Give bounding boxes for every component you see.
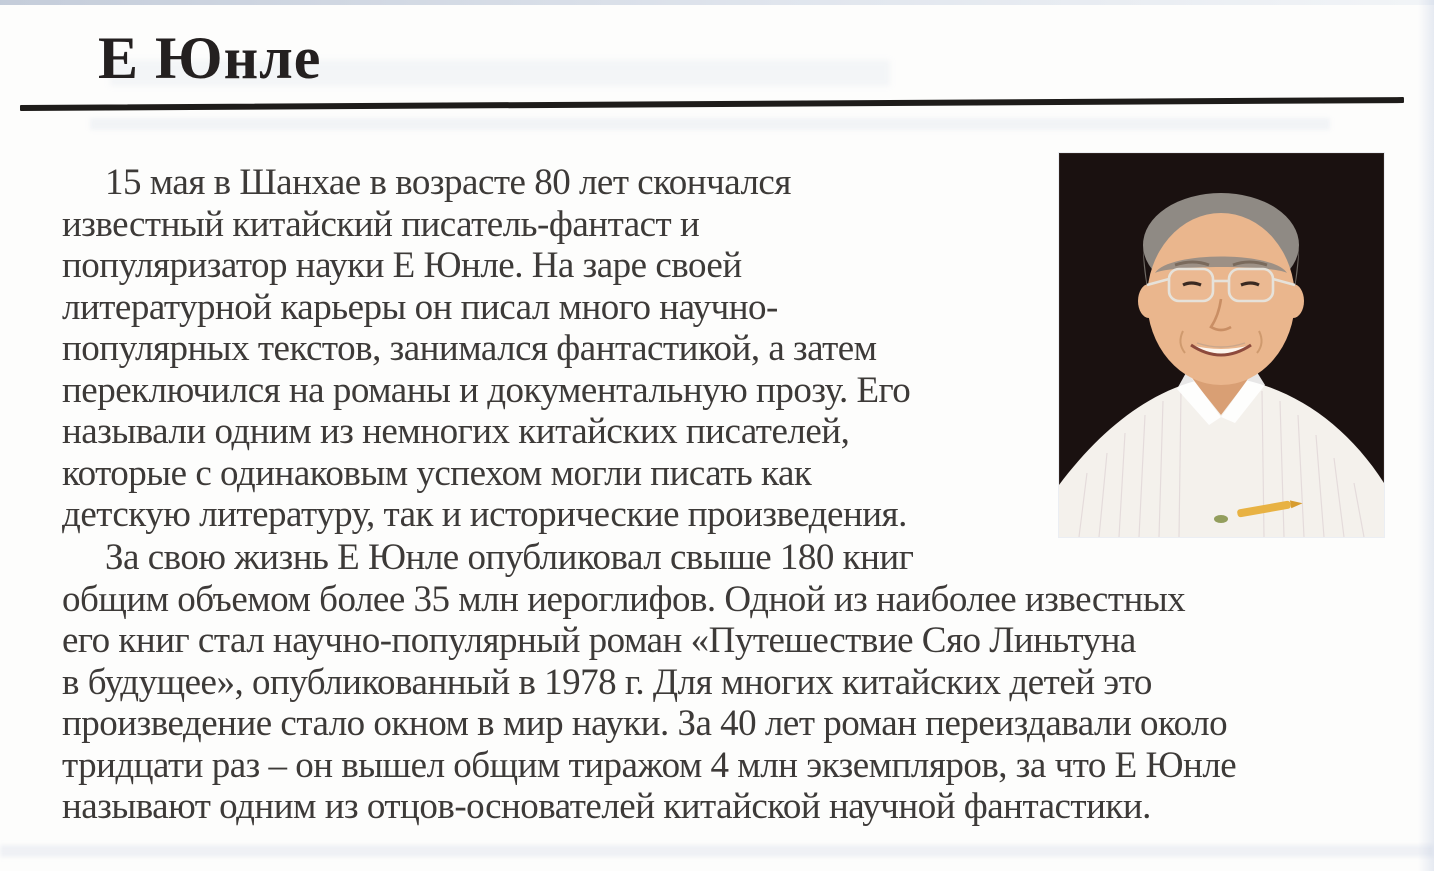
text-line: тридцати раз – он вышел общим тиражом 4 млн экземпляров, за что Е Юнле	[62, 744, 1237, 786]
portrait-photo	[1059, 153, 1384, 537]
text-line: популяризатор науки Е Юнле. На заре своей	[62, 245, 742, 286]
portrait-illustration	[1059, 153, 1384, 537]
scan-edge-right	[1418, 0, 1434, 871]
text-line: переключился на романы и документальную прозу. Его	[62, 369, 911, 411]
text-line: детскую литературу, так и исторические произведения.	[62, 494, 907, 535]
text-line: литературной карьеры он писал много научно-	[62, 286, 778, 328]
scan-edge-top	[0, 0, 1434, 5]
scan-ghost-bottom	[0, 845, 1434, 857]
scan-ghost-underrule	[90, 118, 1330, 130]
title-rule	[20, 97, 1404, 111]
text-line: произведение стало окном в мир науки. За 40 лет роман переиздавали около	[62, 703, 1228, 744]
article-title: Е Юнле	[98, 25, 322, 91]
paragraph-2	[62, 537, 1236, 828]
text-line: называли одним из немногих китайских писателей,	[62, 411, 850, 452]
text-line: известный китайский писатель-фантаст и	[62, 203, 700, 245]
text-line: 15 мая в Шанхае в возрасте 80 лет скончался	[105, 162, 791, 203]
text-line: называют одним из отцов-основателей китайской научной фантастики.	[62, 786, 1151, 827]
paragraph-1	[62, 162, 910, 536]
text-line: его книг стал научно-популярный роман «Путешествие Сяо Линьтуна	[62, 620, 1136, 661]
text-line: За свою жизнь Е Юнле опубликовал свыше 180 книг	[105, 537, 914, 578]
text-line: в будущее», опубликованный в 1978 г. Для многих китайских детей это	[62, 661, 1152, 703]
text-line: популярных текстов, занимался фантастикой, а затем	[62, 328, 877, 369]
text-line: общим объемом более 35 млн иероглифов. Одной из наиболее известных	[62, 578, 1186, 620]
text-line: которые с одинаковым успехом могли писать как	[62, 452, 812, 494]
